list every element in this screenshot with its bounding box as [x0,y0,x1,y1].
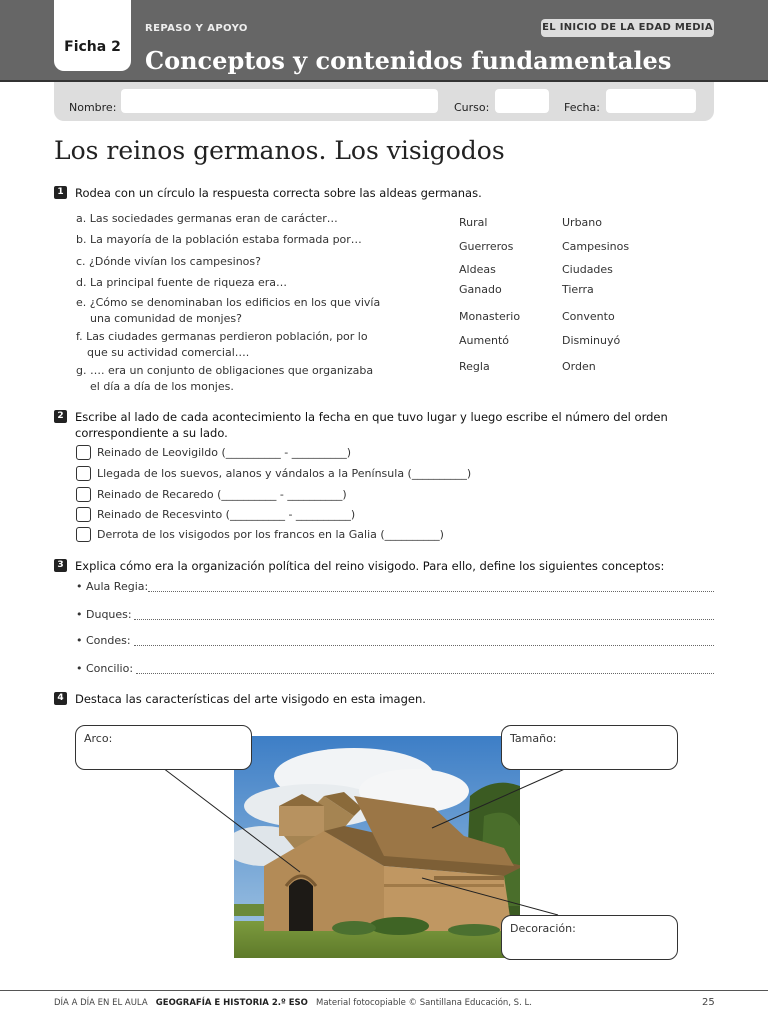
q1-a-option-1[interactable]: Rural [459,216,488,229]
q1-c-option-1[interactable]: Aldeas [459,263,496,276]
q1-b-option-2[interactable]: Campesinos [562,240,630,253]
callout-arco[interactable] [75,725,252,770]
q1-item-e: e. ¿Cómo se denominaban los edificios en los que vivía [76,296,381,309]
concept-condes: • Condes: [76,634,131,647]
q1-b-option-1[interactable]: Guerreros [459,240,514,253]
question-3-number: 3 [54,559,67,572]
q1-g-option-1[interactable]: Regla [459,360,490,373]
question-4-number: 4 [54,692,67,705]
q1-d-option-2[interactable]: Tierra [562,283,594,296]
q1-item-c: c. ¿Dónde vivían los campesinos? [76,255,261,268]
q1-item-d: d. La principal fuente de riqueza era… [76,276,288,289]
footer-divider [0,990,768,991]
q1-item-g-cont: el día a día de los monjes. [90,380,234,393]
q1-d-option-1[interactable]: Ganado [459,283,502,296]
event-4: Reinado de Recesvinto (__________ - __________) [97,508,356,521]
concept-concilio: • Concilio: [76,662,134,675]
q1-e-option-1[interactable]: Monasterio [459,310,521,323]
question-2-text-cont: correspondiente a su lado. [75,426,228,440]
section-label: REPASO Y APOYO [145,23,248,34]
unit-tag: EL INICIO DE LA EDAD MEDIA [541,19,714,37]
q1-item-b: b. La mayoría de la población estaba formada por… [76,233,362,246]
callout-tamano-label: Tamaño: [510,732,557,745]
callout-tamano[interactable] [501,725,678,770]
event-2: Llegada de los suevos, alanos y vándalos a la Península (__________) [97,467,472,480]
footer-copyright: Material fotocopiable © Santillana Educación, S. L. [316,998,532,1008]
event-3: Reinado de Recaredo (__________ - __________) [97,488,347,501]
question-3-text: Explica cómo era la organización política del reino visigodo. Para ello, define los siguientes conceptos: [75,559,665,573]
event-1: Reinado de Leovigildo (__________ - __________) [97,446,351,459]
ficha-label: Ficha 2 [64,39,121,55]
fecha-label: Fecha: [564,101,600,114]
q1-item-e-cont: una comunidad de monjes? [90,312,242,325]
worksheet-title: Conceptos y contenidos fundamentales [145,46,672,75]
concept-label: Concilio: [86,662,134,675]
callout-decoracion-label: Decoración: [510,922,576,935]
q1-a-option-2[interactable]: Urbano [562,216,602,229]
concept-duques: • Duques: [76,608,132,621]
q1-e-option-2[interactable]: Convento [562,310,615,323]
q1-f-option-1[interactable]: Aumentó [459,334,509,347]
q1-f-option-2[interactable]: Disminuyó [562,334,621,347]
page-number: 25 [702,997,715,1008]
callout-decoracion[interactable] [501,915,678,960]
callout-arco-label: Arco: [84,732,113,745]
q1-item-f: f. Las ciudades germanas perdieron población, por lo [76,330,368,343]
concept-label: Duques: [86,608,132,621]
footer-prefix: DÍA A DÍA EN EL AULA [54,998,148,1008]
question-4-text: Destaca las características del arte visigodo en esta imagen. [75,692,426,706]
nombre-label: Nombre: [69,101,117,114]
q1-g-option-2[interactable]: Orden [562,360,596,373]
page-title: Los reinos germanos. Los visigodos [54,136,505,165]
q1-item-a: a. Las sociedades germanas eran de carácter… [76,212,338,225]
q1-c-option-2[interactable]: Ciudades [562,263,613,276]
q1-item-f-cont: que su actividad comercial…. [87,346,250,359]
concept-label: Condes: [86,634,131,647]
concept-label: Aula Regia: [86,580,149,593]
question-2-number: 2 [54,410,67,423]
event-5: Derrota de los visigodos por los francos en la Galia (__________) [97,528,444,541]
curso-label: Curso: [454,101,490,114]
question-1-number: 1 [54,186,67,199]
footer-credits [54,998,532,1008]
q1-item-g: g. …. era un conjunto de obligaciones que organizaba [76,364,374,377]
question-1-text: Rodea con un círculo la respuesta correcta sobre las aldeas germanas. [75,186,482,200]
question-2-text: Escribe al lado de cada acontecimiento la fecha en que tuvo lugar y luego escribe el número del orden [75,410,668,424]
footer-subject: GEOGRAFÍA E HISTORIA 2.º ESO [155,998,308,1008]
concept-aula-regia: • Aula Regia: [76,580,149,593]
